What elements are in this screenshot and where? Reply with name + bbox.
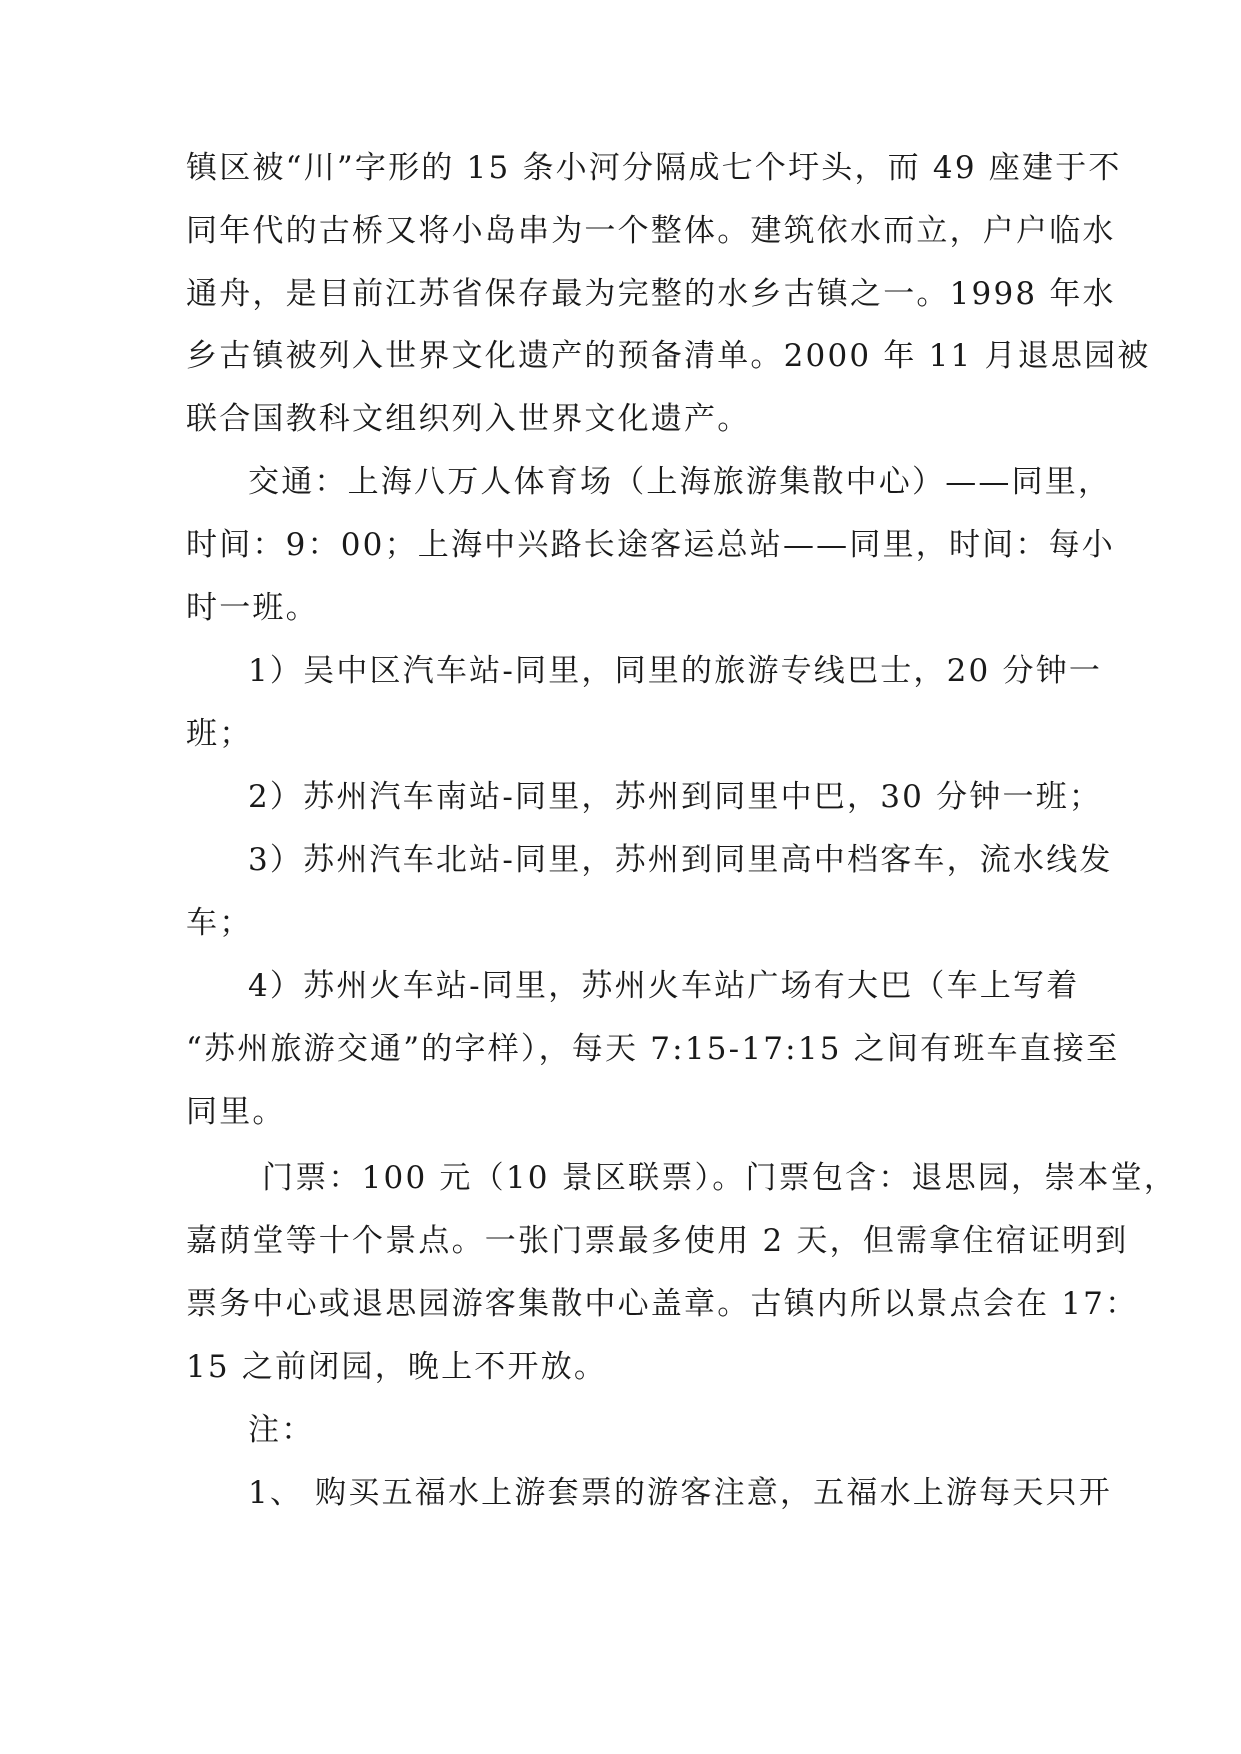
text-line: 时一班。: [186, 590, 319, 626]
text-line: 联合国教科文组织列入世界文化遗产。: [186, 401, 751, 437]
text-line: 交通：上海八万人体育场（上海旅游集散中心）——同里，: [248, 464, 1112, 500]
text-line: 嘉荫堂等十个景点。一张门票最多使用 2 天，但需拿住宿证明到: [186, 1223, 1129, 1259]
text-line: 时间：9：00；上海中兴路长途客运总站——同里，时间：每小: [186, 527, 1115, 563]
text-line: 通舟，是目前江苏省保存最为完整的水乡古镇之一。1998 年水: [186, 276, 1116, 312]
text-line: 15 之前闭园，晚上不开放。: [186, 1349, 608, 1385]
text-line: 1）吴中区汽车站-同里，同里的旅游专线巴士，20 分钟一: [248, 653, 1103, 689]
text-line: 镇区被“川”字形的 15 条小河分隔成七个圩头，而 49 座建于不: [186, 150, 1122, 186]
text-line: 1、 购买五福水上游套票的游客注意，五福水上游每天只开: [248, 1475, 1112, 1511]
text-line: 注：: [248, 1412, 315, 1448]
text-line: 班；: [186, 716, 253, 752]
text-line: 4）苏州火车站-同里，苏州火车站广场有大巴（车上写着: [248, 968, 1080, 1004]
text-line: 2）苏州汽车南站-同里，苏州到同里中巴，30 分钟一班；: [248, 779, 1103, 815]
text-line: 同年代的古桥又将小岛串为一个整体。建筑依水而立，户户临水: [186, 213, 1116, 249]
text-line: 同里。: [186, 1094, 286, 1130]
text-line: 车；: [186, 905, 253, 941]
text-line: 票务中心或退思园游客集散中心盖章。古镇内所以景点会在 17：: [186, 1286, 1139, 1322]
text-line: 门票：100 元（10 景区联票）。门票包含：退思园，崇本堂，: [262, 1160, 1178, 1196]
text-line: 乡古镇被列入世界文化遗产的预备清单。2000 年 11 月退思园被: [186, 338, 1151, 374]
text-line: 3）苏州汽车北站-同里，苏州到同里高中档客车，流水线发: [248, 842, 1113, 878]
text-line: “苏州旅游交通”的字样），每天 7:15-17:15 之间有班车直接至: [186, 1031, 1120, 1067]
